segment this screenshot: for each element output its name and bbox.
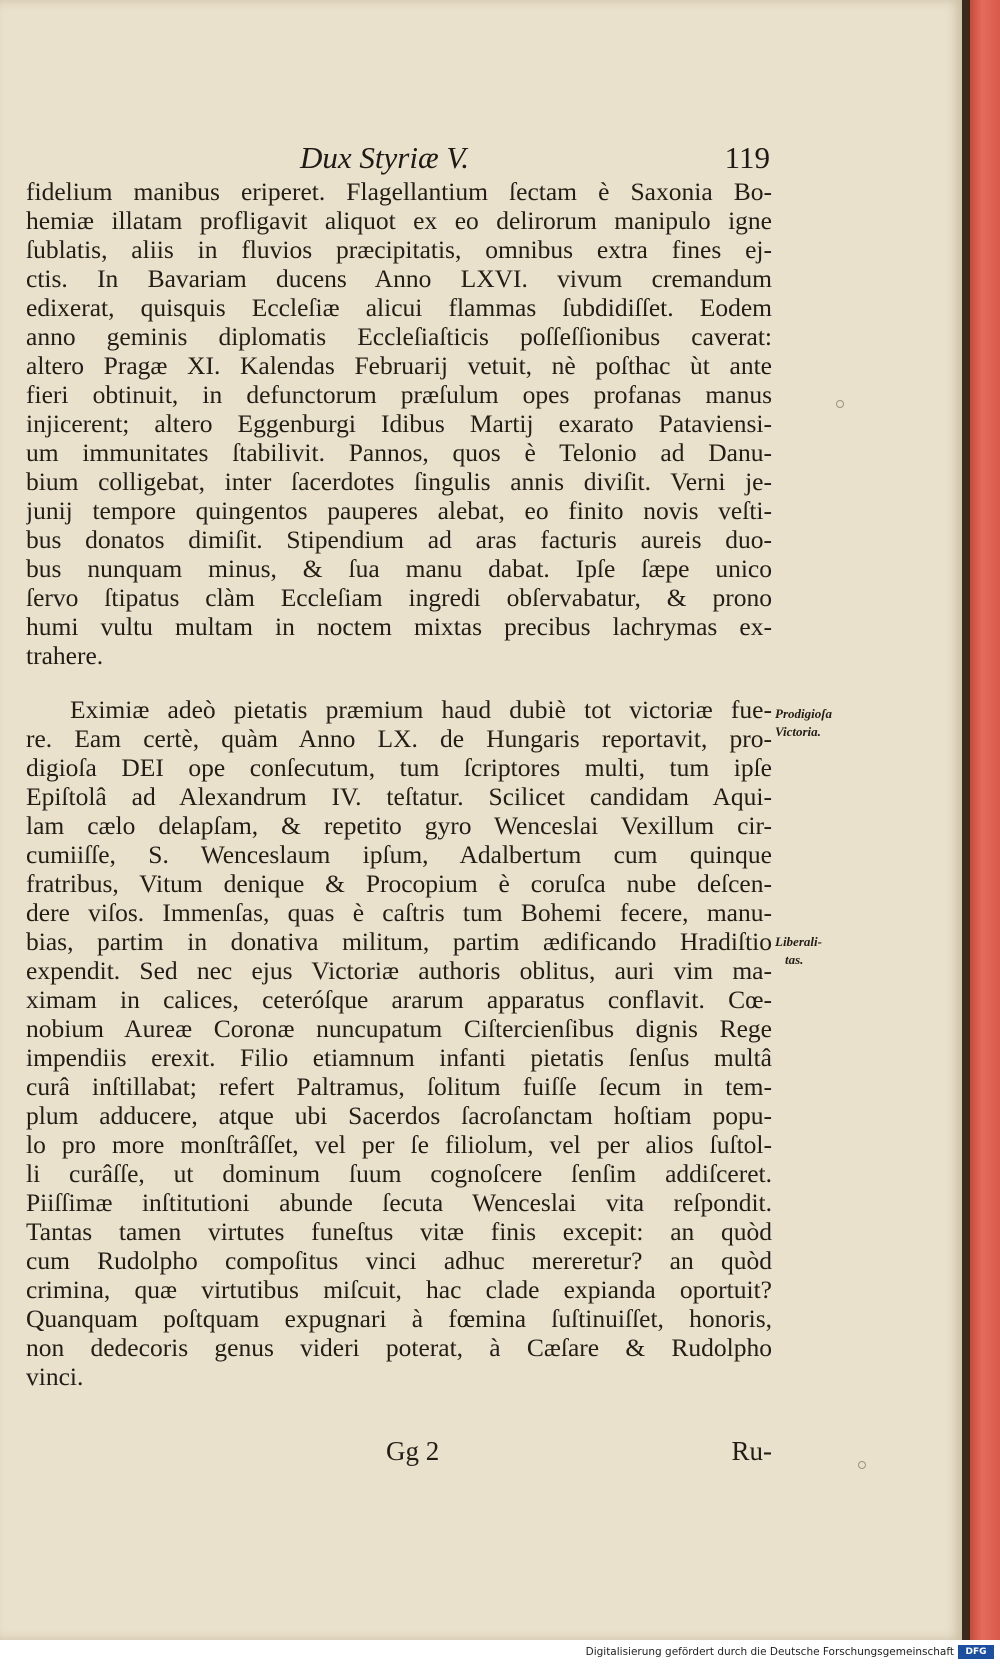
text-line: lam cælo delapſam, & repetito gyro Wenceslai Vexillum cir- [26, 811, 772, 840]
text-line: impendiis erexit. Filio etiamnum infanti pietatis ſenſus multâ [26, 1043, 772, 1072]
text-line: fieri obtinuit, in defunctorum præſulum opes profanas manus [26, 380, 772, 409]
text-line: expendit. Sed nec ejus Victoriæ authoris oblitus, auri vim ma- [26, 956, 772, 985]
text-line: Quanquam poſtquam expugnari à fœmina ſuſtinuiſſet, honoris, [26, 1304, 772, 1333]
page-number: 119 [724, 140, 770, 175]
marginal-note-victoria: Victoria. [775, 724, 821, 739]
text-line: re. Eam certè, quàm Anno LX. de Hungaris reportavit, pro- [26, 724, 772, 753]
body-text [26, 177, 772, 1391]
text-line: Piiſſimæ inſtitutioni abunde ſecuta Wenceslai vita reſpondit. [26, 1188, 772, 1217]
text-line: nobium Aureæ Coronæ nuncupatum Ciſtercienſibus dignis Rege [26, 1014, 772, 1043]
catchword: Ru- [731, 1436, 772, 1466]
text-line: humi vultu multam in noctem mixtas precibus lachrymas ex- [26, 612, 772, 641]
text-line: Tantas tamen virtutes funeſtus vitæ finis excepit: an quòd [26, 1217, 772, 1246]
marginal-note-liberalitas: Liberali- [775, 934, 822, 949]
text-line: ſervo ſtipatus clàm Eccleſiam ingredi obſervabatur, & prono [26, 583, 772, 612]
text-line: plum adducere, atque ubi Sacerdos ſacroſanctam hoſtiam popu- [26, 1101, 772, 1130]
text-line: digioſa DEI ope conſecutum, tum ſcriptores multi, tum ipſe [26, 753, 772, 782]
text-line: vinci. [26, 1362, 84, 1391]
running-head [300, 140, 780, 180]
text-line: ſublatis, aliis in fluvios præcipitatis, omnibus extra fines ej- [26, 235, 772, 264]
text-line: bium colligebat, inter ſacerdotes ſingulis annis diviſit. Verni je- [26, 467, 772, 496]
text-line: anno geminis diplomatis Eccleſiaſticis poſſeſſionibus caverat: [26, 322, 772, 351]
digitization-notice: Digitalisierung gefördert durch die Deutsche Forschungsgemeinschaft [585, 1646, 954, 1658]
text-line: hemiæ illatam profligavit aliquot ex eo delirorum manipulo igne [26, 206, 772, 235]
text-line: lo pro more monſtrâſſet, vel per ſe filiolum, vel per alios ſuſtol- [26, 1130, 772, 1159]
marginal-note-liberalitas-cont: tas. [785, 952, 804, 967]
text-line: ximam in calices, ceteróſque ararum apparatus conflavit. Cœ- [26, 985, 772, 1014]
paragraph-break [26, 670, 772, 695]
dfg-logo: DFG [958, 1645, 994, 1659]
paper-speck [858, 1461, 866, 1469]
text-line: crimina, quæ virtutibus miſcuit, hac clade expianda oportuit? [26, 1275, 772, 1304]
text-line: ctis. In Bavariam ducens Anno LXVI. vivum cremandum [26, 264, 772, 293]
text-line: bus nunquam minus, & ſua manu dabat. Ipſe ſæpe unico [26, 554, 772, 583]
text-line: cumiiſſe, S. Wenceslaum ipſum, Adalbertum cum quinque [26, 840, 772, 869]
digitization-bar [0, 1640, 1000, 1665]
text-line: injicerent; altero Eggenburgi Idibus Martij exarato Pataviensi- [26, 409, 772, 438]
text-line: bias, partim in donativa militum, partim ædificando Hradiſtio [26, 927, 772, 956]
text-line: Eximiæ adeò pietatis præmium haud dubiè tot victoriæ fue- [70, 695, 772, 724]
signature-mark: Gg 2 [386, 1436, 440, 1466]
running-head-title: Dux Styriæ V. [300, 140, 470, 175]
text-line: li curâſſe, ut dominum ſuum cognoſcere ſenſim addiſceret. [26, 1159, 772, 1188]
text-line: bus donatos dimiſit. Stipendium ad aras facturis aureis duo- [26, 525, 772, 554]
text-line: edixerat, quisquis Eccleſiæ alicui flammas ſubdidiſſet. Eodem [26, 293, 772, 322]
page-edge-shadow [962, 0, 970, 1640]
page-footer [26, 1436, 772, 1472]
red-page-edges [970, 0, 1000, 1640]
paper-speck [836, 400, 844, 408]
text-line: fratribus, Vitum denique & Procopium è coruſca nube deſcen- [26, 869, 772, 898]
marginal-note-prodigiosa: Prodigioſa [775, 706, 833, 721]
text-line: curâ inſtillabat; refert Paltramus, ſolitum fuiſſe ſecum in tem- [26, 1072, 772, 1101]
text-line: non dedecoris genus videri poterat, à Cæſare & Rudolpho [26, 1333, 772, 1362]
text-line: fidelium manibus eriperet. Flagellantium ſectam è Saxonia Bo- [26, 177, 772, 206]
text-line: altero Pragæ XI. Kalendas Februarij vetuit, nè poſthac ùt ante [26, 351, 772, 380]
text-line: junij tempore quingentos pauperes alebat, eo finito novis veſti- [26, 496, 772, 525]
text-line: dere viſos. Immenſas, quas è caſtris tum Bohemi fecere, manu- [26, 898, 772, 927]
text-line: trahere. [26, 641, 104, 670]
text-line: cum Rudolpho compoſitus vinci adhuc mereretur? an quòd [26, 1246, 772, 1275]
text-line: Epiſtolâ ad Alexandrum IV. teſtatur. Scilicet candidam Aqui- [26, 782, 772, 811]
text-line: um immunitates ſtabilivit. Pannos, quos è Telonio ad Danu- [26, 438, 772, 467]
